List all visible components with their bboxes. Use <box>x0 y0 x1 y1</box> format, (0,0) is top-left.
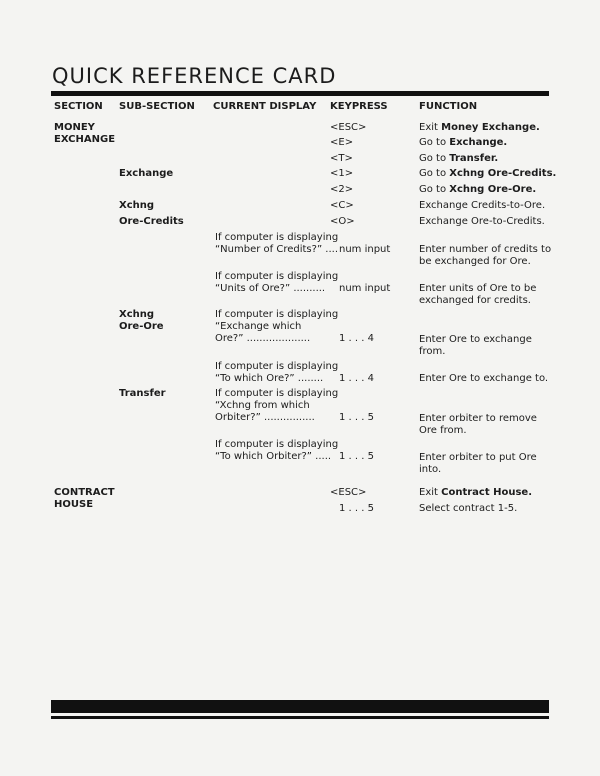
display-units-line2: “Units of Ore?” .......... <box>215 283 326 294</box>
function-which-ore-line1: Enter Ore to exchange <box>419 334 532 345</box>
display-xchng-from-line3: Orbiter?” ................ <box>215 412 315 423</box>
key-to-which-orbiter: 1 . . . 5 <box>339 451 374 462</box>
section-house: HOUSE <box>54 499 94 510</box>
function-to-which-orbiter-line1: Enter orbiter to put Ore <box>419 452 537 463</box>
display-xchng-from-line1: If computer is displaying <box>215 388 339 399</box>
header-section: SECTION <box>54 101 103 112</box>
subsection-xchng: Xchng <box>119 200 155 211</box>
display-credits-line2: “Number of Credits?” .... <box>215 244 339 255</box>
function-goto-exchange: Go to Exchange. <box>419 137 508 148</box>
function-units-line1: Enter units of Ore to be <box>419 283 537 294</box>
function-goto-transfer: Go to Transfer. <box>419 153 499 164</box>
key-2: <2> <box>330 184 354 195</box>
page-title: QUICK REFERENCE CARD <box>52 64 337 88</box>
function-goto-xchng-ore-credits: Go to Xchng Ore-Credits. <box>419 168 557 179</box>
display-units-line1: If computer is displaying <box>215 271 339 282</box>
subsection-ore-credits: Ore-Credits <box>119 216 184 227</box>
display-xchng-from-line2: “Xchng from which <box>215 400 310 411</box>
subsection-xchng-2: Xchng <box>119 309 155 320</box>
bottom-rule-thick <box>51 700 549 713</box>
section-money: MONEY <box>54 122 95 133</box>
subsection-transfer: Transfer <box>119 388 166 399</box>
header-function: FUNCTION <box>419 101 478 112</box>
function-select-contract: Select contract 1-5. <box>419 503 518 514</box>
display-to-which-orbiter-line1: If computer is displaying <box>215 439 339 450</box>
key-t: <T> <box>330 153 353 164</box>
display-to-which-orbiter-line2: “To which Orbiter?” ..... <box>215 451 332 462</box>
key-credits: num input <box>339 244 391 255</box>
function-ore-to-credits: Exchange Ore-to-Credits. <box>419 216 545 227</box>
display-to-which-ore-line1: If computer is displaying <box>215 361 339 372</box>
key-contract-select: 1 . . . 5 <box>339 503 374 514</box>
display-which-ore-line2: “Exchange which <box>215 321 302 332</box>
subsection-exchange: Exchange <box>119 168 174 179</box>
bottom-rule-thin <box>51 716 549 719</box>
key-which-ore: 1 . . . 4 <box>339 333 374 344</box>
key-o: <O> <box>330 216 355 227</box>
title-rule <box>51 91 549 96</box>
display-credits-line1: If computer is displaying <box>215 232 339 243</box>
function-which-ore-line2: from. <box>419 346 446 357</box>
function-credits-to-ore: Exchange Credits-to-Ore. <box>419 200 546 211</box>
key-to-which-ore: 1 . . . 4 <box>339 373 374 384</box>
function-exit-contract: Exit Contract House. <box>419 487 532 498</box>
function-xchng-from-line2: Ore from. <box>419 425 467 436</box>
display-which-ore-line1: If computer is displaying <box>215 309 339 320</box>
display-to-which-ore-line2: “To which Ore?” ........ <box>215 373 324 384</box>
header-current-display: CURRENT DISPLAY <box>213 101 317 112</box>
function-credits-line2: be exchanged for Ore. <box>419 256 531 267</box>
key-contract-esc: <ESC> <box>330 487 367 498</box>
key-1: <1> <box>330 168 354 179</box>
key-e: <E> <box>330 137 354 148</box>
key-c: <C> <box>330 200 354 211</box>
subsection-ore-ore: Ore-Ore <box>119 321 164 332</box>
display-which-ore-line3: Ore?” .................... <box>215 333 311 344</box>
key-esc: <ESC> <box>330 122 367 133</box>
key-xchng-from: 1 . . . 5 <box>339 412 374 423</box>
function-goto-xchng-ore-ore: Go to Xchng Ore-Ore. <box>419 184 537 195</box>
function-units-line2: exchanged for credits. <box>419 295 531 306</box>
section-contract: CONTRACT <box>54 487 115 498</box>
function-credits-line1: Enter number of credits to <box>419 244 552 255</box>
header-keypress: KEYPRESS <box>330 101 388 112</box>
key-units: num input <box>339 283 391 294</box>
function-to-which-orbiter-line2: into. <box>419 464 442 475</box>
header-subsection: SUB-SECTION <box>119 101 195 112</box>
section-exchange: EXCHANGE <box>54 134 116 145</box>
function-exit-money: Exit Money Exchange. <box>419 122 540 133</box>
function-to-which-ore: Enter Ore to exchange to. <box>419 373 549 384</box>
function-xchng-from-line1: Enter orbiter to remove <box>419 413 537 424</box>
